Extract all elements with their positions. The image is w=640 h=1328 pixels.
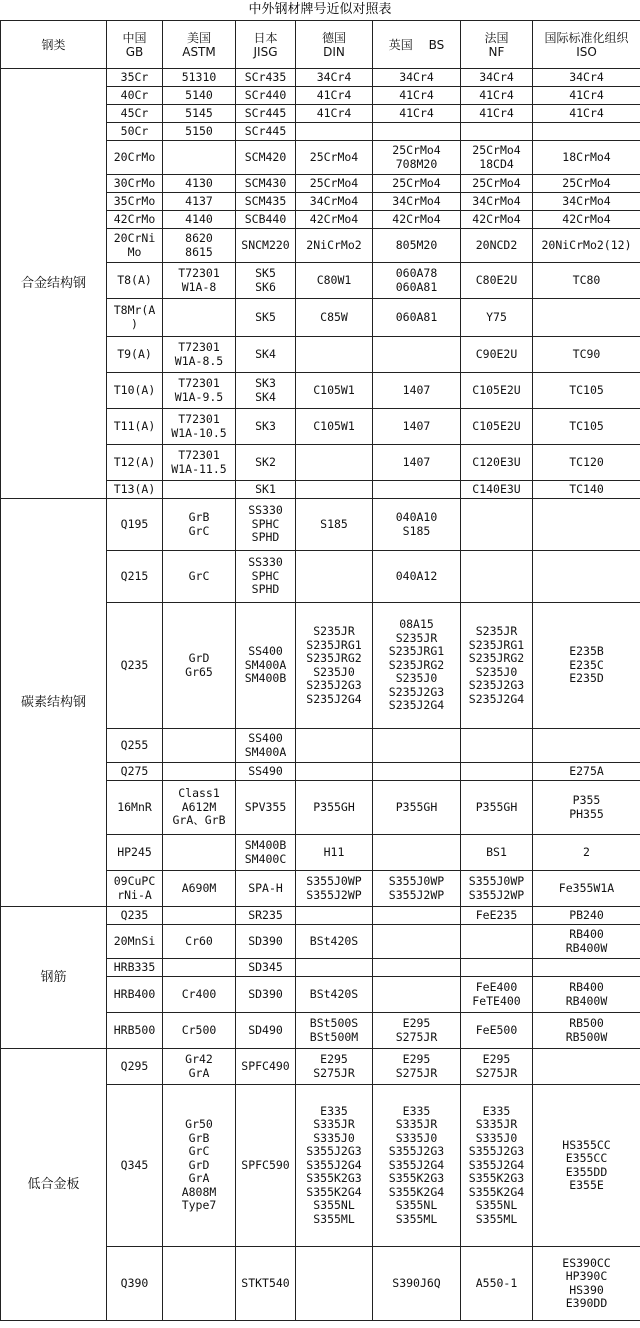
cell-iso: 41Cr4 <box>533 105 640 123</box>
cell-iso <box>533 551 640 603</box>
cell-astm: T72301 W1A-11.5 <box>163 445 236 481</box>
cell-gb: 40Cr <box>107 87 163 105</box>
cell-din: H11 <box>296 835 373 871</box>
cell-astm: 5145 <box>163 105 236 123</box>
cell-jisg: SK2 <box>236 445 296 481</box>
cell-gb: 20MnSi <box>107 925 163 959</box>
cell-astm: Cr60 <box>163 925 236 959</box>
cell-jisg: SPFC590 <box>236 1085 296 1247</box>
cell-din <box>296 907 373 925</box>
cell-din: C80W1 <box>296 263 373 299</box>
cell-bs: 34Cr4 <box>373 69 461 87</box>
cell-din: 41Cr4 <box>296 87 373 105</box>
cell-nf <box>461 551 533 603</box>
cell-iso <box>533 1049 640 1085</box>
cell-jisg: SD345 <box>236 959 296 977</box>
cell-iso: TC120 <box>533 445 640 481</box>
cell-astm <box>163 907 236 925</box>
cell-bs: 1407 <box>373 409 461 445</box>
cell-jisg: SNCM220 <box>236 229 296 263</box>
cell-astm: Cr500 <box>163 1013 236 1049</box>
table-body <box>1 69 640 1321</box>
cell-nf <box>461 763 533 781</box>
cell-jisg: SS490 <box>236 763 296 781</box>
cell-iso: RB500 RB500W <box>533 1013 640 1049</box>
cell-astm: 8620 8615 <box>163 229 236 263</box>
table-row <box>1 907 640 925</box>
cell-din: S235JR S235JRG1 S235JRG2 S235J0 S235J2G3 S235J2G4 <box>296 603 373 729</box>
cell-nf: 41Cr4 <box>461 87 533 105</box>
cell-iso: 20NiCrMo2(12) <box>533 229 640 263</box>
cell-jisg: SK5 <box>236 299 296 337</box>
cell-astm: Cr400 <box>163 977 236 1013</box>
header-japan-jisg: 日本 JISG <box>236 21 296 69</box>
cell-astm <box>163 959 236 977</box>
cell-bs: 060A78 060A81 <box>373 263 461 299</box>
cell-iso: E275A <box>533 763 640 781</box>
cell-bs <box>373 959 461 977</box>
cell-astm: GrC <box>163 551 236 603</box>
cell-bs <box>373 481 461 499</box>
cell-bs: E295 S275JR <box>373 1013 461 1049</box>
cell-nf: FeE235 <box>461 907 533 925</box>
cell-nf: C140E3U <box>461 481 533 499</box>
cell-gb: HP245 <box>107 835 163 871</box>
table-title: 中外钢材牌号近似对照表 <box>248 2 392 17</box>
cell-gb: 16MnR <box>107 781 163 835</box>
cell-nf: FeE400 FeTE400 <box>461 977 533 1013</box>
cell-din <box>296 123 373 141</box>
cell-gb: T10(A) <box>107 373 163 409</box>
cell-astm: Gr50 GrB GrC GrD GrA A808M Type7 <box>163 1085 236 1247</box>
cell-jisg: SS330 SPHC SPHD <box>236 551 296 603</box>
cell-gb: 20CrMo <box>107 141 163 175</box>
header-germany-din: 德国 DIN <box>296 21 373 69</box>
cell-gb: Q345 <box>107 1085 163 1247</box>
cell-nf: BS1 <box>461 835 533 871</box>
cell-nf: 34CrMo4 <box>461 193 533 211</box>
cell-astm: T72301 W1A-8 <box>163 263 236 299</box>
category-cell: 碳素结构钢 <box>1 499 107 907</box>
cell-gb: Q255 <box>107 729 163 763</box>
cell-nf: A550-1 <box>461 1247 533 1321</box>
cell-din: 34CrMo4 <box>296 193 373 211</box>
cell-gb: 20CrNi Mo <box>107 229 163 263</box>
cell-din: S355J0WP S355J2WP <box>296 871 373 907</box>
cell-astm <box>163 835 236 871</box>
cell-nf <box>461 123 533 141</box>
cell-din: C85W <box>296 299 373 337</box>
cell-jisg: SCM435 <box>236 193 296 211</box>
cell-nf: C105E2U <box>461 373 533 409</box>
cell-jisg: SS400 SM400A <box>236 729 296 763</box>
cell-jisg: SCB440 <box>236 211 296 229</box>
header-row <box>1 21 640 69</box>
cell-gb: Q235 <box>107 907 163 925</box>
cell-din: C105W1 <box>296 409 373 445</box>
cell-nf: E335 S335JR S335J0 S355J2G3 S355J2G4 S355K2G3 S355K2G4 S355NL S355ML <box>461 1085 533 1247</box>
cell-astm <box>163 141 236 175</box>
cell-iso: TC80 <box>533 263 640 299</box>
cell-iso: 42CrMo4 <box>533 211 640 229</box>
category-cell: 低合金板 <box>1 1049 107 1321</box>
cell-astm: 5150 <box>163 123 236 141</box>
cell-iso: TC90 <box>533 337 640 373</box>
cell-gb: HRB335 <box>107 959 163 977</box>
cell-gb: 30CrMo <box>107 175 163 193</box>
cell-din: 34Cr4 <box>296 69 373 87</box>
cell-iso: E235B E235C E235D <box>533 603 640 729</box>
cell-bs: E335 S335JR S335J0 S355J2G3 S355J2G4 S355K2G3 S355K2G4 S355NL S355ML <box>373 1085 461 1247</box>
cell-iso: TC105 <box>533 409 640 445</box>
cell-iso: TC105 <box>533 373 640 409</box>
cell-nf: 34Cr4 <box>461 69 533 87</box>
cell-gb: 35CrMo <box>107 193 163 211</box>
table-row <box>1 69 640 87</box>
cell-jisg: SCM430 <box>236 175 296 193</box>
cell-din <box>296 959 373 977</box>
cell-nf <box>461 729 533 763</box>
cell-gb: Q235 <box>107 603 163 729</box>
cell-bs: 060A81 <box>373 299 461 337</box>
cell-din: 42CrMo4 <box>296 211 373 229</box>
cell-jisg: SPA-H <box>236 871 296 907</box>
cell-din <box>296 481 373 499</box>
cell-din: C105W1 <box>296 373 373 409</box>
cell-nf: Y75 <box>461 299 533 337</box>
cell-gb: T8Mr(A ) <box>107 299 163 337</box>
cell-gb: T8(A) <box>107 263 163 299</box>
cell-gb: Q195 <box>107 499 163 551</box>
cell-nf: P355GH <box>461 781 533 835</box>
cell-din <box>296 337 373 373</box>
header-usa-astm: 美国 ASTM <box>163 21 236 69</box>
cell-gb: 45Cr <box>107 105 163 123</box>
cell-bs: 34CrMo4 <box>373 193 461 211</box>
cell-nf: S355J0WP S355J2WP <box>461 871 533 907</box>
cell-bs <box>373 729 461 763</box>
cell-jisg: SPV355 <box>236 781 296 835</box>
cell-jisg: SK1 <box>236 481 296 499</box>
cell-bs: P355GH <box>373 781 461 835</box>
cell-jisg: SCM420 <box>236 141 296 175</box>
cell-bs: 25CrMo4 708M20 <box>373 141 461 175</box>
cell-jisg: SCr435 <box>236 69 296 87</box>
cell-gb: T12(A) <box>107 445 163 481</box>
cell-gb: T13(A) <box>107 481 163 499</box>
cell-din: 25CrMo4 <box>296 141 373 175</box>
cell-iso: ES390CC HP390C HS390 E390DD <box>533 1247 640 1321</box>
header-iso: 国际标准化组织 ISO <box>533 21 640 69</box>
cell-bs: E295 S275JR <box>373 1049 461 1085</box>
cell-astm <box>163 763 236 781</box>
cell-iso: RB400 RB400W <box>533 977 640 1013</box>
cell-bs: S390J6Q <box>373 1247 461 1321</box>
cell-nf: C105E2U <box>461 409 533 445</box>
cell-iso: TC140 <box>533 481 640 499</box>
cell-iso: 18CrMo4 <box>533 141 640 175</box>
cell-bs <box>373 763 461 781</box>
cell-nf <box>461 925 533 959</box>
cell-astm: Gr42 GrA <box>163 1049 236 1085</box>
cell-jisg: SPFC490 <box>236 1049 296 1085</box>
cell-nf: C120E3U <box>461 445 533 481</box>
cell-iso: PB240 <box>533 907 640 925</box>
cell-nf: 25CrMo4 18CD4 <box>461 141 533 175</box>
cell-astm: Class1 A612M GrA、GrB <box>163 781 236 835</box>
cell-astm <box>163 1247 236 1321</box>
cell-iso: HS355CC E355CC E355DD E355E <box>533 1085 640 1247</box>
cell-jisg: SK3 SK4 <box>236 373 296 409</box>
cell-jisg: SCr440 <box>236 87 296 105</box>
cell-gb: 09CuPC rNi-A <box>107 871 163 907</box>
cell-gb: 42CrMo <box>107 211 163 229</box>
cell-din: BSt500S BSt500M <box>296 1013 373 1049</box>
cell-nf: S235JR S235JRG1 S235JRG2 S235J0 S235J2G3 S235J2G4 <box>461 603 533 729</box>
table-row <box>1 499 640 551</box>
cell-nf: E295 S275JR <box>461 1049 533 1085</box>
cell-din: P355GH <box>296 781 373 835</box>
cell-din <box>296 1247 373 1321</box>
cell-astm: GrB GrC <box>163 499 236 551</box>
cell-gb: T11(A) <box>107 409 163 445</box>
cell-iso: RB400 RB400W <box>533 925 640 959</box>
cell-iso: 34Cr4 <box>533 69 640 87</box>
cell-gb: Q390 <box>107 1247 163 1321</box>
cell-iso: 2 <box>533 835 640 871</box>
cell-din: 2NiCrMo2 <box>296 229 373 263</box>
header-china-gb: 中国 GB <box>107 21 163 69</box>
cell-jisg: SK4 <box>236 337 296 373</box>
cell-iso: 41Cr4 <box>533 87 640 105</box>
cell-astm: A690M <box>163 871 236 907</box>
cell-nf: FeE500 <box>461 1013 533 1049</box>
cell-gb: HRB400 <box>107 977 163 1013</box>
cell-jisg: SD490 <box>236 1013 296 1049</box>
cell-astm <box>163 299 236 337</box>
cell-astm: GrD Gr65 <box>163 603 236 729</box>
cell-astm: T72301 W1A-9.5 <box>163 373 236 409</box>
cell-bs: 1407 <box>373 445 461 481</box>
cell-astm: 4137 <box>163 193 236 211</box>
cell-iso <box>533 299 640 337</box>
cell-iso <box>533 499 640 551</box>
cell-iso: P355 PH355 <box>533 781 640 835</box>
cell-nf: 20NCD2 <box>461 229 533 263</box>
cell-bs <box>373 907 461 925</box>
cell-bs <box>373 925 461 959</box>
cell-jisg: SS400 SM400A SM400B <box>236 603 296 729</box>
cell-gb: T9(A) <box>107 337 163 373</box>
cell-bs <box>373 977 461 1013</box>
cell-bs: 805M20 <box>373 229 461 263</box>
cell-jisg: SK3 <box>236 409 296 445</box>
cell-astm: 51310 <box>163 69 236 87</box>
cell-jisg: SCr445 <box>236 123 296 141</box>
cell-nf: 42CrMo4 <box>461 211 533 229</box>
cell-din: E295 S275JR <box>296 1049 373 1085</box>
cell-din <box>296 763 373 781</box>
cell-jisg: SM400B SM400C <box>236 835 296 871</box>
cell-gb: HRB500 <box>107 1013 163 1049</box>
header-france-nf: 法国 NF <box>461 21 533 69</box>
cell-bs: S355J0WP S355J2WP <box>373 871 461 907</box>
cell-gb: Q215 <box>107 551 163 603</box>
category-cell: 合金结构钢 <box>1 69 107 499</box>
cell-din <box>296 551 373 603</box>
cell-jisg: STKT540 <box>236 1247 296 1321</box>
cell-bs: 040A12 <box>373 551 461 603</box>
cell-nf <box>461 499 533 551</box>
cell-bs: 42CrMo4 <box>373 211 461 229</box>
header-uk-bs: 英国 BS <box>373 21 461 69</box>
cell-nf: C80E2U <box>461 263 533 299</box>
cell-din: BSt420S <box>296 925 373 959</box>
cell-astm: T72301 W1A-8.5 <box>163 337 236 373</box>
cell-bs: 08A15 S235JR S235JRG1 S235JRG2 S235J0 S235J2G3 S235J2G4 <box>373 603 461 729</box>
cell-nf: 41Cr4 <box>461 105 533 123</box>
cell-iso: 34CrMo4 <box>533 193 640 211</box>
cell-astm: 4130 <box>163 175 236 193</box>
cell-jisg: SD390 <box>236 977 296 1013</box>
cell-bs <box>373 123 461 141</box>
cell-bs: 040A10 S185 <box>373 499 461 551</box>
table-row <box>1 1049 640 1085</box>
cell-din: 25CrMo4 <box>296 175 373 193</box>
cell-bs: 25CrMo4 <box>373 175 461 193</box>
cell-din: 41Cr4 <box>296 105 373 123</box>
cell-din <box>296 729 373 763</box>
cell-iso <box>533 729 640 763</box>
cell-bs <box>373 337 461 373</box>
cell-bs: 1407 <box>373 373 461 409</box>
cell-gb: 50Cr <box>107 123 163 141</box>
cell-iso <box>533 123 640 141</box>
cell-gb: Q275 <box>107 763 163 781</box>
cell-gb: Q295 <box>107 1049 163 1085</box>
steel-grade-table <box>0 20 640 1321</box>
cell-nf <box>461 959 533 977</box>
cell-bs: 41Cr4 <box>373 105 461 123</box>
cell-nf: C90E2U <box>461 337 533 373</box>
cell-astm <box>163 481 236 499</box>
cell-jisg: SS330 SPHC SPHD <box>236 499 296 551</box>
cell-astm: 5140 <box>163 87 236 105</box>
cell-bs <box>373 835 461 871</box>
cell-din: E335 S335JR S335J0 S355J2G3 S355J2G4 S355K2G3 S355K2G4 S355NL S355ML <box>296 1085 373 1247</box>
cell-jisg: SD390 <box>236 925 296 959</box>
cell-din: S185 <box>296 499 373 551</box>
cell-din <box>296 445 373 481</box>
cell-din: BSt420S <box>296 977 373 1013</box>
cell-jisg: SCr445 <box>236 105 296 123</box>
header-steel-class: 钢类 <box>1 21 107 69</box>
cell-iso: Fe355W1A <box>533 871 640 907</box>
category-cell: 钢筋 <box>1 907 107 1049</box>
cell-jisg: SR235 <box>236 907 296 925</box>
cell-astm: 4140 <box>163 211 236 229</box>
cell-jisg: SK5 SK6 <box>236 263 296 299</box>
cell-gb: 35Cr <box>107 69 163 87</box>
cell-iso: 25CrMo4 <box>533 175 640 193</box>
cell-iso <box>533 959 640 977</box>
cell-bs: 41Cr4 <box>373 87 461 105</box>
cell-astm <box>163 729 236 763</box>
cell-astm: T72301 W1A-10.5 <box>163 409 236 445</box>
cell-nf: 25CrMo4 <box>461 175 533 193</box>
